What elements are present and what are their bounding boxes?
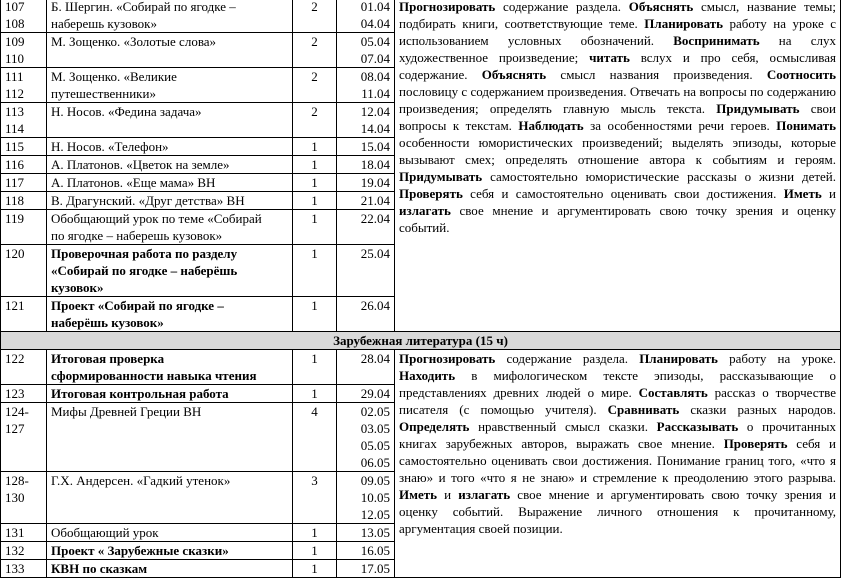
- lesson-dates: [337, 350, 395, 385]
- activity-keyword: Находить: [399, 368, 456, 383]
- activity-text: пословицу с содержанием произведения. Отвечать на вопросы по содержанию произведения; определять главную мысль текста.: [399, 84, 836, 116]
- cell-line: 120: [5, 246, 25, 261]
- lesson-title: [47, 297, 293, 332]
- activity-text: себя и самостоятельно оценивать свои достижения.: [462, 186, 784, 201]
- activity-keyword: Планировать: [644, 16, 724, 31]
- cell-line: 06.05: [360, 455, 390, 470]
- cell-line: Б. Шергин. «Собирай по ягодке –: [51, 0, 236, 14]
- cell-line: по ягодке – наберешь кузовок»: [51, 228, 223, 243]
- lesson-title: [47, 192, 293, 210]
- activity-text: свое мнение и аргументировать свою точку зрения и оценку событий.: [399, 203, 836, 235]
- cell-line: 16.05: [360, 543, 390, 558]
- lesson-hours: 1: [293, 192, 337, 210]
- lesson-number: [1, 33, 47, 68]
- activity-text: работу на уроке с использованием условных обозначений.: [399, 16, 836, 48]
- cell-line: 12.05: [360, 507, 390, 522]
- cell-line: М. Зощенко. «Великие: [51, 69, 177, 84]
- lesson-hours: 1: [293, 210, 337, 245]
- lesson-number: [1, 542, 47, 560]
- cell-line: 13.05: [360, 525, 390, 540]
- activity-text: смысл названия произведения.: [546, 67, 767, 82]
- lesson-number: [1, 297, 47, 332]
- lesson-hours: 1: [293, 297, 337, 332]
- activity-text: содержание раздела.: [495, 351, 640, 366]
- cell-line: 109: [5, 34, 25, 49]
- section-header-row: [1, 332, 841, 350]
- lesson-hours: 1: [293, 138, 337, 156]
- activity-keyword: Придумывать: [716, 101, 800, 116]
- activity-keyword: Планировать: [639, 351, 718, 366]
- activity-keyword: Объяснять: [628, 0, 694, 14]
- cell-line: 28.04: [360, 351, 390, 366]
- cell-line: 127: [5, 421, 25, 436]
- lesson-dates: [337, 138, 395, 156]
- section-2-body: [1, 350, 841, 578]
- activity-text: работу на уроке.: [717, 351, 836, 366]
- activity-keyword: Проверять: [399, 186, 463, 201]
- activity-text: свои вопросы к текстам.: [399, 101, 837, 133]
- cell-line: 03.05: [360, 421, 390, 436]
- lesson-hours: 1: [293, 385, 337, 403]
- section-1-body: [1, 0, 841, 332]
- lesson-number: [1, 138, 47, 156]
- cell-line: В. Драгунский. «Друг детства» ВН: [51, 193, 245, 208]
- lesson-dates: [337, 33, 395, 68]
- lesson-number: [1, 156, 47, 174]
- activity-keyword: Сравнивать: [607, 402, 680, 417]
- lesson-number: [1, 0, 47, 33]
- lesson-hours: 2: [293, 0, 337, 33]
- lesson-number: [1, 560, 47, 578]
- lesson-number: [1, 524, 47, 542]
- cell-line: Н. Носов. «Федина задача»: [51, 104, 202, 119]
- lesson-title: [47, 385, 293, 403]
- activity-text: на слух художественное произведение;: [399, 33, 837, 65]
- cell-line: 07.04: [360, 51, 390, 66]
- cell-line: А. Платонов. «Еще мама» ВН: [51, 175, 216, 190]
- cell-line: Проверочная работа по разделу: [51, 246, 238, 261]
- lesson-hours: 2: [293, 103, 337, 138]
- cell-line: М. Зощенко. «Золотые слова»: [51, 34, 217, 49]
- activity-text: свое мнение и аргументировать свою точку зрения и оценку событий. Выражение личного отношения к прочитанному, аргументация своей позиции.: [399, 487, 836, 536]
- activity-keyword: Иметь: [783, 186, 822, 201]
- cell-line: 122: [5, 351, 25, 366]
- lesson-title: [47, 138, 293, 156]
- cell-line: Проект « Зарубежные сказки»: [51, 543, 229, 558]
- cell-line: 132: [5, 543, 25, 558]
- cell-line: 128-: [5, 473, 29, 488]
- cell-line: 131: [5, 525, 25, 540]
- cell-line: 121: [5, 298, 25, 313]
- cell-line: Н. Носов. «Телефон»: [51, 139, 169, 154]
- cell-line: наберешь кузовок»: [51, 16, 157, 31]
- cell-line: 116: [5, 157, 25, 172]
- activity-keyword: излагать: [458, 487, 511, 502]
- cell-line: 133: [5, 561, 25, 576]
- cell-line: 02.05: [360, 404, 390, 419]
- activity-keyword: читать: [589, 50, 630, 65]
- lesson-number: [1, 192, 47, 210]
- lesson-hours: 1: [293, 174, 337, 192]
- cell-line: 108: [5, 16, 25, 31]
- lesson-number: [1, 245, 47, 297]
- activity-text: и: [821, 186, 836, 201]
- cell-line: 01.04: [360, 0, 390, 14]
- lesson-title: [47, 210, 293, 245]
- lesson-dates: [337, 245, 395, 297]
- cell-line: 123: [5, 386, 25, 401]
- lesson-title: [47, 156, 293, 174]
- cell-line: Итоговая контрольная работа: [51, 386, 229, 401]
- cell-line: 114: [5, 121, 25, 136]
- activity-text: в мифологическом тексте эпизоды, рассказывающие о представлениях древних людей о мире.: [399, 368, 836, 400]
- lesson-hours: 4: [293, 403, 337, 472]
- lesson-row: [1, 350, 841, 385]
- cell-line: сформированности навыка чтения: [51, 368, 257, 383]
- lesson-number: [1, 350, 47, 385]
- cell-line: 11.04: [361, 86, 390, 101]
- lesson-dates: [337, 542, 395, 560]
- activity-text: самостоятельно юмористические рассказы о жизни детей.: [482, 169, 836, 184]
- activity-text: смысл, название темы; подбирать книги, соответствующие теме.: [399, 0, 837, 31]
- activity-keyword: Наблюдать: [518, 118, 584, 133]
- lesson-number: [1, 103, 47, 138]
- cell-line: 25.04: [360, 246, 390, 261]
- cell-line: 04.04: [360, 16, 390, 31]
- lesson-dates: [337, 472, 395, 524]
- lesson-title: [47, 524, 293, 542]
- lesson-title: [47, 68, 293, 103]
- lesson-title: [47, 403, 293, 472]
- cell-line: кузовок»: [51, 280, 104, 295]
- cell-line: 22.04: [360, 211, 390, 226]
- activity-text: рассказ о творчестве писателя (с помощью учителя).: [399, 385, 836, 417]
- lesson-hours: 2: [293, 68, 337, 103]
- lesson-title: [47, 245, 293, 297]
- cell-line: 08.04: [360, 69, 390, 84]
- lesson-dates: [337, 297, 395, 332]
- lesson-dates: [337, 403, 395, 472]
- cell-line: 117: [5, 175, 25, 190]
- cell-line: 10.05: [360, 490, 390, 505]
- activity-keyword: Понимать: [776, 118, 836, 133]
- cell-line: Г.Х. Андерсен. «Гадкий утенок»: [51, 473, 231, 488]
- cell-line: Итоговая проверка: [51, 351, 165, 366]
- cell-line: 05.05: [360, 438, 390, 453]
- lesson-number: [1, 210, 47, 245]
- lesson-title: [47, 103, 293, 138]
- lesson-hours: 1: [293, 542, 337, 560]
- cell-line: 124-: [5, 404, 29, 419]
- lesson-dates: [337, 103, 395, 138]
- lesson-title: [47, 0, 293, 33]
- cell-line: 05.04: [360, 34, 390, 49]
- activity-keyword: Прогнозировать: [399, 0, 496, 14]
- section-header-foreign-literature: Зарубежная литература (15 ч): [1, 332, 841, 350]
- lesson-dates: [337, 192, 395, 210]
- cell-line: Мифы Древней Греции ВН: [51, 404, 202, 419]
- activity-keyword: Придумывать: [399, 169, 483, 184]
- lesson-title: [47, 33, 293, 68]
- activity-keyword: излагать: [399, 203, 451, 218]
- lesson-title: [47, 350, 293, 385]
- cell-line: 14.04: [360, 121, 390, 136]
- lesson-dates: [337, 174, 395, 192]
- lesson-dates: [337, 560, 395, 578]
- activity-text: о прочитанных книгах зарубежных авторов, выражать свое мнение.: [399, 419, 836, 451]
- lesson-hours: 1: [293, 245, 337, 297]
- cell-line: 113: [5, 104, 25, 119]
- cell-line: наберёшь кузовок»: [51, 315, 164, 330]
- cell-line: 09.05: [360, 473, 390, 488]
- cell-line: 115: [5, 139, 25, 154]
- lesson-row: [1, 0, 841, 33]
- cell-line: 112: [5, 86, 25, 101]
- lesson-title: [47, 472, 293, 524]
- activity-text: за особенностями речи героев.: [583, 118, 777, 133]
- activity-description: [395, 350, 841, 578]
- lesson-hours: 1: [293, 156, 337, 174]
- activity-keyword: Определять: [399, 419, 470, 434]
- lesson-hours: 1: [293, 560, 337, 578]
- cell-line: Обобщающий урок: [51, 525, 159, 540]
- lesson-number: [1, 385, 47, 403]
- activity-text: себя и самостоятельно оценивать свои достижения. Понимание границ того, «что я знаю» и того «что я не знаю» и стремление к преодолению этого разрыва.: [399, 436, 836, 485]
- cell-line: Обобщающий урок по теме «Собирай: [51, 211, 262, 226]
- cell-line: 118: [5, 193, 25, 208]
- lesson-dates: [337, 68, 395, 103]
- activity-keyword: Иметь: [399, 487, 437, 502]
- cell-line: 111: [5, 69, 24, 84]
- cell-line: 19.04: [360, 175, 390, 190]
- activity-text: сказки разных народов.: [679, 402, 836, 417]
- cell-line: 26.04: [360, 298, 390, 313]
- lesson-number: [1, 472, 47, 524]
- cell-line: 119: [5, 211, 25, 226]
- activity-keyword: Рассказывать: [656, 419, 739, 434]
- lesson-dates: [337, 385, 395, 403]
- lesson-number: [1, 68, 47, 103]
- cell-line: путешественники»: [51, 86, 156, 101]
- lesson-dates: [337, 156, 395, 174]
- cell-line: 15.04: [360, 139, 390, 154]
- activity-keyword: Воспринимать: [673, 33, 760, 48]
- activity-text: и: [437, 487, 459, 502]
- activity-description: [395, 0, 841, 332]
- cell-line: 107: [5, 0, 25, 14]
- lesson-hours: 1: [293, 524, 337, 542]
- activity-keyword: Составлять: [638, 385, 708, 400]
- lesson-title: [47, 560, 293, 578]
- activity-keyword: Проверять: [723, 436, 788, 451]
- activity-text: особенности юмористических произведений; выделять эпизоды, которые вызывают смех; определять отношение автора к событиям и героям.: [399, 135, 836, 167]
- activity-keyword: Объяснять: [481, 67, 547, 82]
- cell-line: Проект «Собирай по ягодке –: [51, 298, 224, 313]
- lesson-dates: [337, 210, 395, 245]
- lesson-number: [1, 403, 47, 472]
- cell-line: КВН по сказкам: [51, 561, 148, 576]
- cell-line: 130: [5, 490, 25, 505]
- lesson-dates: [337, 524, 395, 542]
- cell-line: 12.04: [360, 104, 390, 119]
- lesson-title: [47, 542, 293, 560]
- activity-keyword: Соотносить: [766, 67, 837, 82]
- lesson-hours: 1: [293, 350, 337, 385]
- lesson-number: [1, 174, 47, 192]
- lesson-hours: 3: [293, 472, 337, 524]
- activity-keyword: Прогнозировать: [399, 351, 496, 366]
- cell-line: 110: [5, 51, 25, 66]
- cell-line: 17.05: [360, 561, 390, 576]
- cell-line: «Собирай по ягодке – наберёшь: [51, 263, 238, 278]
- cell-line: А. Платонов. «Цветок на земле»: [51, 157, 230, 172]
- cell-line: 29.04: [360, 386, 390, 401]
- cell-line: 18.04: [360, 157, 390, 172]
- activity-text: содержание раздела.: [495, 0, 629, 14]
- activity-text: нравственный смысл сказки.: [469, 419, 657, 434]
- lesson-title: [47, 174, 293, 192]
- lesson-dates: [337, 0, 395, 33]
- activity-text: вслух и про себя, осмысливая содержание.: [399, 50, 836, 82]
- cell-line: 21.04: [360, 193, 390, 208]
- lesson-hours: 2: [293, 33, 337, 68]
